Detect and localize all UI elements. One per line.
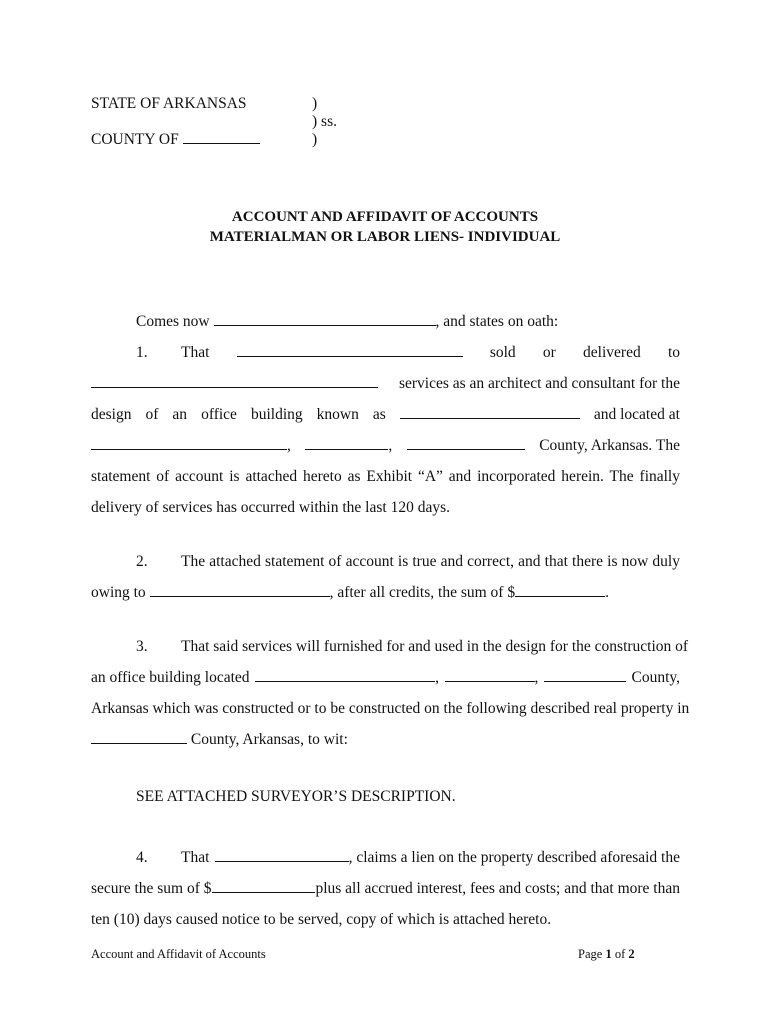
lien-claimant-blank[interactable]	[215, 849, 349, 862]
state-label: STATE OF ARKANSAS	[91, 95, 247, 112]
para1-line-6: delivery of services has occurred within the last 120 days.	[91, 499, 450, 516]
word-an: an	[172, 406, 188, 423]
page-total: 2	[628, 947, 635, 961]
para1-number: 1.	[136, 344, 148, 361]
word-of: of	[145, 406, 159, 423]
location-city-blank[interactable]	[445, 669, 535, 682]
para4-number: 4.	[136, 849, 148, 866]
recipient-blank[interactable]	[91, 375, 378, 388]
period: .	[605, 584, 609, 601]
para2-line-2	[91, 584, 609, 602]
caption-paren-1: )	[312, 95, 318, 112]
word-design: design	[91, 406, 132, 423]
surveyor-description: SEE ATTACHED SURVEYOR’S DESCRIPTION.	[136, 788, 456, 805]
title-line-2: MATERIALMAN OR LABOR LIENS- INDIVIDUAL	[209, 229, 561, 245]
owing-to: owing to	[91, 584, 146, 601]
sum-blank[interactable]	[515, 584, 605, 597]
para4-line-3: ten (10) days caused notice to be served, copy of which is attached hereto.	[91, 911, 552, 928]
para3-line-4	[91, 731, 348, 749]
para4-line-2	[91, 880, 680, 898]
title-line-1: ACCOUNT AND AFFIDAVIT OF ACCOUNTS	[231, 209, 539, 225]
para2-line-1: The attached statement of account is true and correct, and that there is now duly	[181, 553, 680, 570]
comma: ,	[435, 669, 439, 686]
caption-paren-3: )	[312, 131, 318, 148]
secure-sum: secure the sum of $	[91, 880, 212, 897]
county-word: County,	[631, 669, 680, 686]
after-credits: , after all credits, the sum of $	[329, 584, 516, 601]
county-label: COUNTY OF	[91, 131, 179, 148]
page-indicator	[578, 947, 635, 962]
para4-line-1	[181, 849, 680, 867]
para1-line-4	[91, 437, 680, 455]
para1-services: services as an architect and consultant for the	[398, 375, 680, 392]
county-caption	[91, 131, 260, 149]
para1-line-5: statement of account is attached hereto as Exhibit “A” and incorporated herein. The finally	[91, 468, 680, 485]
page-number: 1	[605, 947, 612, 961]
and-located-at: and located at	[593, 406, 680, 423]
affiant-name-blank[interactable]	[214, 313, 436, 326]
claims-lien: , claims a lien on the property described aforesaid the	[348, 849, 680, 866]
para1-or: or	[542, 344, 556, 361]
address-blank[interactable]	[91, 437, 287, 450]
county-to-wit: County, Arkansas, to wit:	[190, 731, 348, 748]
property-county-blank[interactable]	[91, 731, 187, 744]
para1-sold: sold	[489, 344, 516, 361]
comma: ,	[388, 437, 393, 454]
comma: ,	[534, 669, 539, 686]
page-label: Page	[578, 947, 603, 961]
para2-number: 2.	[136, 553, 148, 570]
county-arkansas-the: County, Arkansas. The	[539, 437, 680, 454]
para1-that: That	[181, 344, 210, 361]
intro-line	[136, 313, 558, 331]
caption-ss: ) ss.	[312, 113, 337, 130]
page-of: of	[614, 947, 626, 961]
para1-delivered: delivered	[583, 344, 641, 361]
comes-now-text: Comes now	[136, 313, 210, 330]
lien-amount-blank[interactable]	[212, 880, 315, 893]
word-building: building	[250, 406, 303, 423]
para3-line-3: Arkansas which was constructed or to be constructed on the following described real property in	[91, 700, 690, 717]
city-blank[interactable]	[305, 437, 388, 450]
states-on-oath-text: , and states on oath:	[435, 313, 559, 330]
word-known: known	[316, 406, 359, 423]
para1-to: to	[667, 344, 680, 361]
office-located: an office building located	[91, 669, 250, 686]
owing-to-blank[interactable]	[150, 584, 330, 597]
building-name-blank[interactable]	[400, 406, 580, 419]
word-office: office	[201, 406, 237, 423]
location-blank[interactable]	[255, 669, 435, 682]
county-name-blank[interactable]	[407, 437, 525, 450]
claimant-blank[interactable]	[237, 344, 463, 357]
para1-line-3	[91, 406, 680, 424]
para1-line-2	[91, 375, 680, 393]
comma: ,	[287, 437, 291, 454]
location-county-blank[interactable]	[544, 669, 626, 682]
para1-line-1	[181, 344, 680, 362]
para4-that: That	[181, 849, 210, 866]
para3-line-1: That said services will furnished for and used in the design for the construction of	[181, 638, 689, 655]
word-as: as	[372, 406, 386, 423]
plus-interest: plus all accrued interest, fees and costs; and that more than	[315, 880, 680, 897]
para3-line-2	[91, 669, 680, 687]
county-blank[interactable]	[183, 133, 260, 144]
para3-number: 3.	[136, 638, 148, 655]
footer-title: Account and Affidavit of Accounts	[91, 947, 266, 961]
